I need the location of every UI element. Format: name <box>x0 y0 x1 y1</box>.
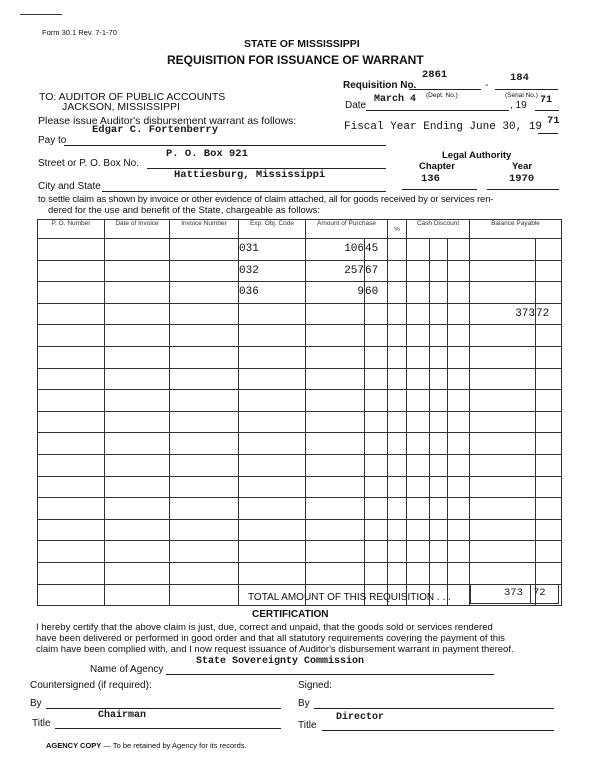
amount-cents-cell <box>365 325 388 347</box>
chapter-line <box>402 189 477 190</box>
form-title: REQUISITION FOR ISSUANCE OF WARRANT <box>167 53 424 67</box>
discount-cell-a <box>407 476 430 498</box>
table-row <box>38 541 562 563</box>
discount-cell-b <box>430 325 448 347</box>
discount-cell-a <box>407 260 430 282</box>
header-balance: Balance Payable <box>470 220 562 239</box>
discount-cell-c <box>448 303 470 325</box>
pay-to-label: Pay to <box>38 135 67 146</box>
balance-cents-cell <box>536 541 562 563</box>
invoice-date-cell <box>105 584 170 606</box>
balance-cents-cell <box>536 454 562 476</box>
header-invoice-date: Date of Invoice <box>105 220 170 239</box>
balance-cents-cell <box>536 411 562 433</box>
discount-cell-b <box>430 433 448 455</box>
percent-cell <box>388 476 407 498</box>
amount-cents-cell <box>365 541 388 563</box>
exp-code-cell <box>239 498 306 520</box>
discount-cell-c <box>448 433 470 455</box>
discount-cell-c <box>448 411 470 433</box>
balance-dollars-cell <box>470 519 536 541</box>
invoice-date-cell <box>105 368 170 390</box>
amount-cents-cell <box>365 303 388 325</box>
amount-dollars-cell <box>306 303 365 325</box>
invoice-date-cell <box>105 303 170 325</box>
discount-cell-a <box>407 390 430 412</box>
percent-cell <box>388 282 407 304</box>
discount-cell-a <box>407 346 430 368</box>
invoice-number-cell <box>170 562 239 584</box>
discount-cell-a <box>407 325 430 347</box>
table-row <box>38 562 562 584</box>
discount-cell-b <box>430 303 448 325</box>
table-row <box>38 433 562 455</box>
po-cell <box>38 303 105 325</box>
balance-cents-cell <box>536 260 562 282</box>
balance-cents-cell <box>536 562 562 584</box>
invoice-date-cell <box>105 239 170 261</box>
balance-dollars-cell <box>470 476 536 498</box>
percent-cell <box>388 303 407 325</box>
discount-cell-b <box>430 368 448 390</box>
invoice-number-cell <box>170 282 239 304</box>
amount-cents-cell: 67 <box>365 260 388 282</box>
payee-name: Edgar C. Fortenberry <box>92 124 219 136</box>
table-row <box>38 454 562 476</box>
discount-cell-b <box>430 390 448 412</box>
certification-heading: CERTIFICATION <box>252 609 329 620</box>
invoice-date-cell <box>105 498 170 520</box>
form-id: Form 30.1 Rev. 7-1-70 <box>42 28 117 37</box>
balance-dollars-cell <box>470 325 536 347</box>
po-cell <box>38 498 105 520</box>
percent-cell <box>388 390 407 412</box>
requisition-label: Requisition No. <box>343 80 417 91</box>
discount-cell-c <box>448 368 470 390</box>
agency-label: Name of Agency <box>90 664 164 675</box>
balance-dollars-cell <box>470 239 536 261</box>
po-cell <box>38 390 105 412</box>
discount-cell-a <box>407 519 430 541</box>
agency-line <box>166 674 494 675</box>
amount-cents-cell <box>365 433 388 455</box>
amount-cents-cell <box>365 519 388 541</box>
invoice-number-cell <box>170 325 239 347</box>
po-cell <box>38 325 105 347</box>
discount-cell-a <box>407 454 430 476</box>
header-exp-code: Exp. Obj. Code <box>239 220 306 239</box>
table-row <box>38 325 562 347</box>
discount-cell-c <box>448 260 470 282</box>
balance-dollars-cell <box>470 454 536 476</box>
header-po-number: P. O. Number <box>38 220 105 239</box>
exp-code-cell <box>239 476 306 498</box>
serial-line <box>495 89 558 90</box>
amount-dollars-cell <box>306 541 365 563</box>
po-cell <box>38 433 105 455</box>
by-label-right: By <box>298 698 310 709</box>
table-header-row <box>38 220 562 239</box>
discount-cell-c <box>448 562 470 584</box>
balance-dollars-cell <box>470 282 536 304</box>
chapter-value: 136 <box>421 173 440 185</box>
discount-cell-a <box>407 498 430 520</box>
po-cell <box>38 519 105 541</box>
percent-cell <box>388 433 407 455</box>
po-cell <box>38 541 105 563</box>
invoice-date-cell <box>105 325 170 347</box>
title-label-left: Title <box>32 718 51 729</box>
invoice-date-cell <box>105 411 170 433</box>
discount-cell-c <box>448 325 470 347</box>
amount-dollars-cell <box>306 476 365 498</box>
ledger-body <box>38 239 562 606</box>
discount-cell-b <box>430 498 448 520</box>
percent-cell <box>388 411 407 433</box>
amount-dollars-cell: 106 <box>306 239 365 261</box>
footer-retain-text: — To be retained by Agency for its records. <box>101 741 247 750</box>
top-mark <box>20 14 62 15</box>
exp-code-cell: 032 <box>239 260 306 282</box>
discount-cell-c <box>448 476 470 498</box>
authority-year-label: Year <box>512 161 533 172</box>
settle-text-line2: dered for the use and benefit of the State, chargeable as follows: <box>48 205 320 216</box>
percent-cell <box>388 562 407 584</box>
exp-code-cell: 031 <box>239 239 306 261</box>
balance-cents-cell <box>536 519 562 541</box>
certification-line2: have been delivered or performed in good order and that all statutory requirements covering the payment of this <box>36 633 505 644</box>
exp-code-cell <box>239 562 306 584</box>
percent-cell <box>388 260 407 282</box>
exp-code-cell <box>239 541 306 563</box>
invoice-number-cell <box>170 433 239 455</box>
amount-cents-cell <box>365 476 388 498</box>
invoice-number-cell <box>170 390 239 412</box>
amount-cents-cell <box>365 346 388 368</box>
date-value: March 4 <box>374 94 417 105</box>
fiscal-year-suffix: 71 <box>547 115 560 127</box>
invoice-number-cell <box>170 346 239 368</box>
discount-cell-c <box>448 498 470 520</box>
by-line-right <box>314 708 554 709</box>
discount-cell-b <box>430 260 448 282</box>
discount-cell-a <box>407 411 430 433</box>
exp-code-cell <box>239 433 306 455</box>
total-dollars: 373 <box>504 587 523 599</box>
amount-cents-cell <box>365 368 388 390</box>
discount-cell-a <box>407 282 430 304</box>
balance-dollars-cell <box>470 368 536 390</box>
percent-cell <box>388 541 407 563</box>
table-row <box>38 390 562 412</box>
amount-dollars-cell <box>306 346 365 368</box>
po-cell <box>38 346 105 368</box>
percent-cell <box>388 325 407 347</box>
balance-cents-cell <box>536 433 562 455</box>
signed-label: Signed: <box>298 680 332 691</box>
header-amount: Amount of Purchase <box>306 220 388 239</box>
balance-cents-cell <box>536 325 562 347</box>
chapter-label: Chapter <box>419 161 455 172</box>
legal-authority-label: Legal Authority <box>442 150 512 161</box>
amount-dollars-cell: 9 <box>306 282 365 304</box>
title-line-right <box>322 730 554 731</box>
table-row <box>38 239 562 261</box>
balance-dollars-cell <box>470 433 536 455</box>
invoice-date-cell <box>105 282 170 304</box>
po-cell <box>38 239 105 261</box>
amount-cents-cell: 60 <box>365 282 388 304</box>
balance-cents-cell <box>536 368 562 390</box>
total-cents: 72 <box>533 587 546 599</box>
discount-cell-a <box>407 303 430 325</box>
amount-dollars-cell <box>306 454 365 476</box>
authority-year-value: 1970 <box>509 173 535 185</box>
invoice-number-cell <box>170 584 239 606</box>
invoice-date-cell <box>105 454 170 476</box>
po-cell <box>38 562 105 584</box>
discount-cell-c <box>448 454 470 476</box>
fiscal-year: Fiscal Year Ending June 30, 19 <box>344 121 543 133</box>
balance-dollars-cell <box>470 498 536 520</box>
balance-cents-cell <box>536 498 562 520</box>
po-cell <box>38 368 105 390</box>
table-row <box>38 282 562 304</box>
table-row <box>38 346 562 368</box>
balance-dollars-cell <box>470 541 536 563</box>
percent-cell <box>388 346 407 368</box>
discount-cell-b <box>430 454 448 476</box>
po-cell <box>38 454 105 476</box>
po-cell <box>38 411 105 433</box>
balance-cents-cell <box>536 282 562 304</box>
exp-code-cell <box>239 390 306 412</box>
invoice-date-cell <box>105 260 170 282</box>
requisition-line <box>409 89 481 90</box>
table-row <box>38 519 562 541</box>
balance-cents-cell <box>536 239 562 261</box>
left-title-value: Chairman <box>98 710 147 721</box>
by-label-left: By <box>30 698 42 709</box>
dept-no-label: (Dept. No.) <box>426 92 458 99</box>
discount-cell-c <box>448 346 470 368</box>
footer-agency-copy: AGENCY COPY <box>46 741 102 750</box>
fiscal-year-line <box>538 133 558 134</box>
serial-number: 184 <box>510 72 529 84</box>
to-auditor-line1: TO: AUDITOR OF PUBLIC ACCOUNTS <box>39 91 226 103</box>
discount-cell-a <box>407 239 430 261</box>
amount-cents-cell <box>365 411 388 433</box>
requisition-dash: - <box>485 80 489 91</box>
amount-dollars-cell <box>306 562 365 584</box>
discount-cell-b <box>430 476 448 498</box>
discount-cell-a <box>407 541 430 563</box>
balance-cents-cell <box>536 390 562 412</box>
amount-cents-cell: 45 <box>365 239 388 261</box>
instruction-text: Please issue Auditor's disbursement warrant as follows: <box>38 115 297 127</box>
po-cell <box>38 584 105 606</box>
invoice-number-cell <box>170 541 239 563</box>
date-year-prefix: , 19 <box>510 100 527 111</box>
title-line-left <box>55 728 281 729</box>
discount-cell-a <box>407 433 430 455</box>
amount-dollars-cell <box>306 498 365 520</box>
exp-code-cell <box>239 368 306 390</box>
discount-cell-c <box>448 239 470 261</box>
date-year-suffix: 71 <box>540 95 553 106</box>
date-label: Date <box>345 100 367 111</box>
city-line <box>102 191 386 192</box>
amount-dollars-cell <box>306 390 365 412</box>
invoice-number-cell <box>170 476 239 498</box>
to-auditor-line2: JACKSON, MISSISSIPPI <box>62 101 180 113</box>
discount-cell-b <box>430 541 448 563</box>
balance-dollars-cell <box>470 390 536 412</box>
invoice-number-cell <box>170 260 239 282</box>
po-cell <box>38 476 105 498</box>
balance-cents-cell: 72 <box>536 303 562 325</box>
invoice-date-cell <box>105 562 170 584</box>
exp-code-cell <box>239 303 306 325</box>
percent-cell <box>388 498 407 520</box>
discount-cell-a <box>407 562 430 584</box>
countersigned-label: Countersigned (if required): <box>30 680 152 691</box>
discount-cell-b <box>430 519 448 541</box>
discount-cell-b <box>430 562 448 584</box>
exp-code-cell <box>239 346 306 368</box>
po-cell <box>38 260 105 282</box>
invoice-number-cell <box>170 239 239 261</box>
discount-cell-b <box>430 411 448 433</box>
invoice-date-cell <box>105 476 170 498</box>
discount-cell-c <box>448 541 470 563</box>
invoice-number-cell <box>170 519 239 541</box>
balance-dollars-cell <box>470 260 536 282</box>
pay-to-line <box>64 145 386 146</box>
settle-text-line1: to settle claim as shown by invoice or other evidence of claim attached, all for goods received by or services ren- <box>38 194 494 205</box>
total-label: TOTAL AMOUNT OF THIS REQUISITION . . . <box>248 592 451 603</box>
certification-line3: claim have been complied with, and I now request issuance of Auditor's disbursement warrant in payment thereof. <box>36 644 514 655</box>
amount-dollars-cell <box>306 368 365 390</box>
table-row <box>38 368 562 390</box>
invoice-number-cell <box>170 368 239 390</box>
amount-dollars-cell <box>306 325 365 347</box>
city-value: Hattiesburg, Mississippi <box>174 169 326 181</box>
invoice-number-cell <box>170 303 239 325</box>
state-heading: STATE OF MISSISSIPPI <box>244 38 360 50</box>
percent-cell <box>388 368 407 390</box>
invoice-date-cell <box>105 433 170 455</box>
amount-dollars-cell <box>306 411 365 433</box>
amount-dollars-cell <box>306 519 365 541</box>
amount-dollars-cell <box>306 433 365 455</box>
ledger-table <box>37 219 562 606</box>
balance-dollars-cell: 373 <box>470 303 536 325</box>
amount-cents-cell <box>365 390 388 412</box>
exp-code-cell: 036 <box>239 282 306 304</box>
header-cash-discount: Cash Discount <box>407 220 470 239</box>
table-row <box>38 411 562 433</box>
street-value: P. O. Box 921 <box>166 148 248 160</box>
discount-cell-a <box>407 368 430 390</box>
balance-cents-cell <box>536 346 562 368</box>
date-line <box>366 110 509 111</box>
header-percent: % <box>388 220 407 239</box>
balance-cents-cell <box>536 476 562 498</box>
balance-dollars-cell <box>470 562 536 584</box>
balance-dollars-cell <box>470 411 536 433</box>
by-line-left <box>46 708 281 709</box>
city-label: City and State <box>38 181 101 192</box>
percent-cell <box>388 454 407 476</box>
header-invoice-number: Invoice Number <box>170 220 239 239</box>
invoice-date-cell <box>105 541 170 563</box>
discount-cell-c <box>448 519 470 541</box>
total-divider <box>530 584 531 604</box>
discount-cell-c <box>448 282 470 304</box>
table-row <box>38 498 562 520</box>
exp-code-cell <box>239 454 306 476</box>
table-row <box>38 260 562 282</box>
agency-name: State Sovereignty Commission <box>196 656 365 667</box>
discount-cell-b <box>430 346 448 368</box>
amount-cents-cell <box>365 562 388 584</box>
amount-cents-cell <box>365 454 388 476</box>
invoice-number-cell <box>170 498 239 520</box>
balance-dollars-cell <box>470 346 536 368</box>
requisition-number: 2861 <box>422 69 448 81</box>
invoice-number-cell <box>170 454 239 476</box>
discount-cell-b <box>430 239 448 261</box>
po-cell <box>38 282 105 304</box>
right-title-value: Director <box>336 712 385 723</box>
exp-code-cell <box>239 325 306 347</box>
title-label-right: Title <box>298 720 317 731</box>
percent-cell <box>388 239 407 261</box>
invoice-date-cell <box>105 519 170 541</box>
amount-dollars-cell: 257 <box>306 260 365 282</box>
discount-cell-c <box>448 390 470 412</box>
table-row <box>38 476 562 498</box>
exp-code-cell <box>239 411 306 433</box>
invoice-number-cell <box>170 411 239 433</box>
serial-no-label: (Serial No.) <box>505 92 538 99</box>
discount-cell-b <box>430 282 448 304</box>
invoice-date-cell <box>105 346 170 368</box>
percent-cell <box>388 519 407 541</box>
street-label: Street or P. O. Box No. <box>38 158 139 169</box>
exp-code-cell <box>239 519 306 541</box>
certification-line1: I hereby certify that the above claim is just, due, correct and unpaid, that the goods sold or services rendered <box>36 622 493 633</box>
amount-cents-cell <box>365 498 388 520</box>
table-row <box>38 303 562 325</box>
authority-year-line <box>487 189 559 190</box>
date-year-line <box>535 110 559 111</box>
footer-note <box>46 741 247 750</box>
invoice-date-cell <box>105 390 170 412</box>
